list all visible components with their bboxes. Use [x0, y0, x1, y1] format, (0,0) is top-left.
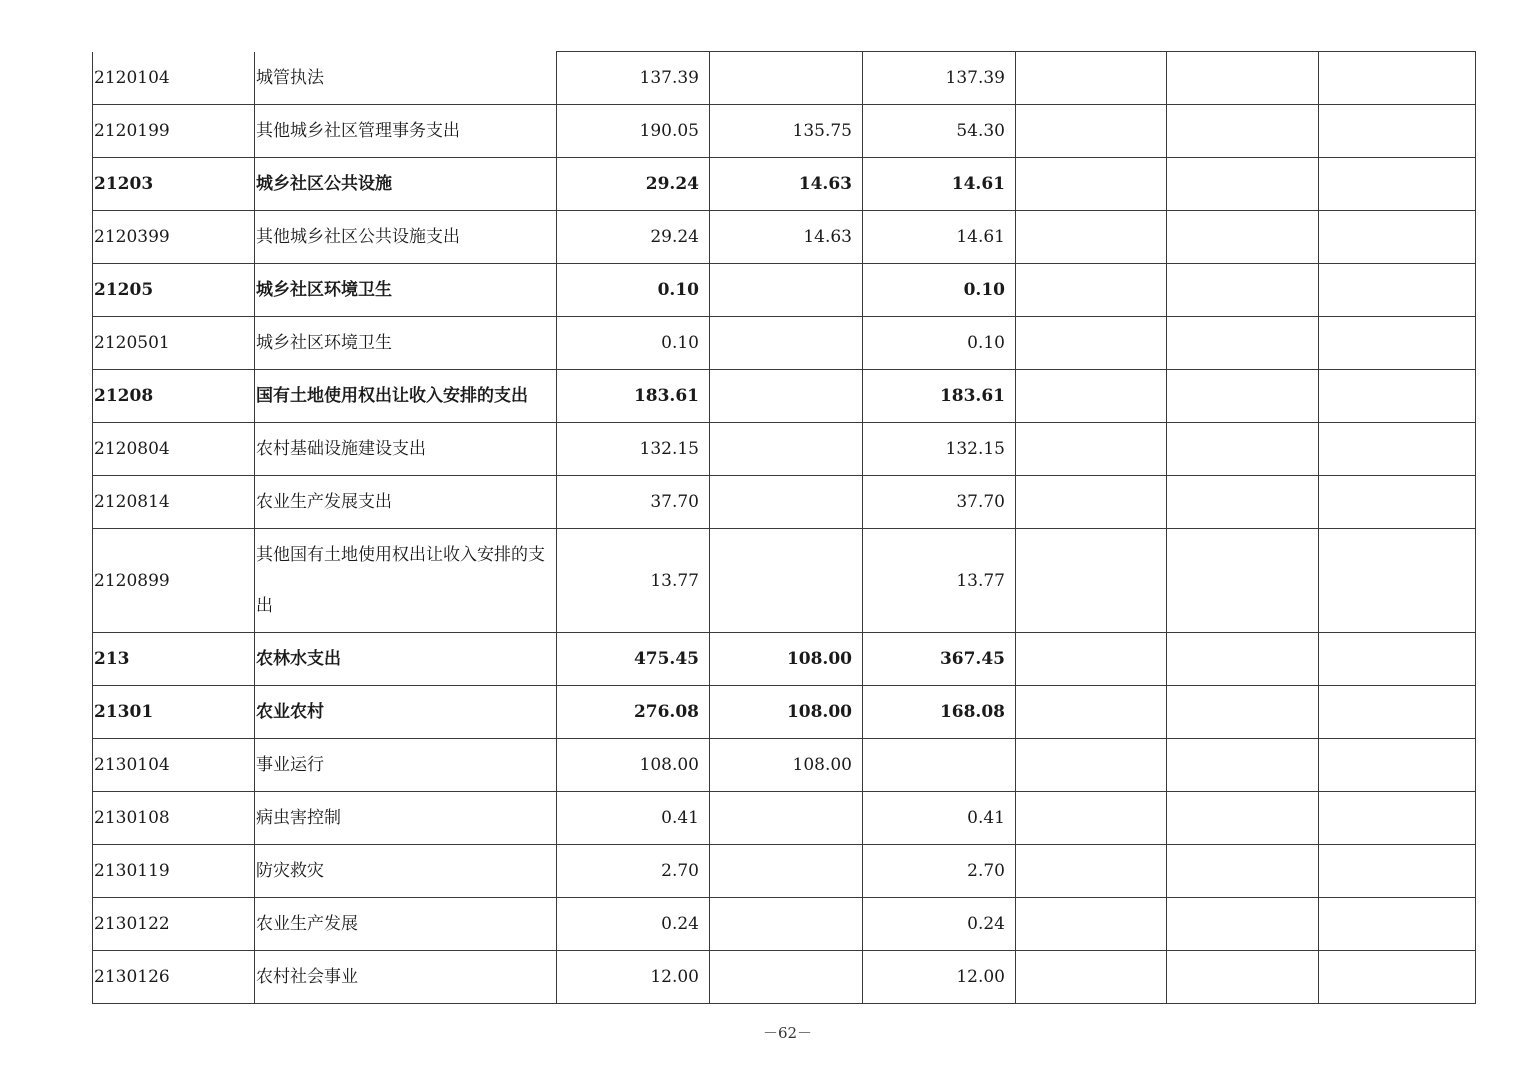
- code-cell: 21208: [93, 370, 255, 423]
- column-6-cell: [1016, 845, 1167, 898]
- name-cell: 国有土地使用权出让收入安排的支出: [255, 370, 557, 423]
- column-6-cell: [1016, 105, 1167, 158]
- project-expenditure-cell: 0.24: [863, 898, 1016, 951]
- column-8-cell: [1319, 317, 1476, 370]
- name-cell: 城管执法: [255, 52, 557, 105]
- table-row: [93, 739, 1476, 792]
- table-row: [93, 423, 1476, 476]
- column-6-cell: [1016, 423, 1167, 476]
- column-7-cell: [1167, 211, 1319, 264]
- name-cell: 农村基础设施建设支出: [255, 423, 557, 476]
- column-7-cell: [1167, 739, 1319, 792]
- column-7-cell: [1167, 476, 1319, 529]
- column-8-cell: [1319, 370, 1476, 423]
- column-7-cell: [1167, 264, 1319, 317]
- table-row: [93, 792, 1476, 845]
- total-cell: 108.00: [557, 739, 710, 792]
- total-cell: 2.70: [557, 845, 710, 898]
- column-8-cell: [1319, 158, 1476, 211]
- column-6-cell: [1016, 370, 1167, 423]
- basic-expenditure-cell: [710, 476, 863, 529]
- column-7-cell: [1167, 317, 1319, 370]
- table-row: [93, 317, 1476, 370]
- basic-expenditure-cell: 14.63: [710, 158, 863, 211]
- total-cell: 12.00: [557, 951, 710, 1004]
- table-row: [93, 264, 1476, 317]
- project-expenditure-cell: 37.70: [863, 476, 1016, 529]
- basic-expenditure-cell: 108.00: [710, 633, 863, 686]
- code-cell: 213: [93, 633, 255, 686]
- table-row: [93, 898, 1476, 951]
- name-cell: 其他城乡社区公共设施支出: [255, 211, 557, 264]
- column-7-cell: [1167, 105, 1319, 158]
- code-cell: 2120899: [93, 529, 255, 633]
- table-row: [93, 845, 1476, 898]
- column-8-cell: [1319, 211, 1476, 264]
- project-expenditure-cell: 367.45: [863, 633, 1016, 686]
- project-expenditure-cell: 12.00: [863, 951, 1016, 1004]
- column-7-cell: [1167, 951, 1319, 1004]
- code-cell: 2130119: [93, 845, 255, 898]
- name-cell: 农业农村: [255, 686, 557, 739]
- name-cell: 其他国有土地使用权出让收入安排的支出: [255, 529, 557, 633]
- total-cell: 13.77: [557, 529, 710, 633]
- total-cell: 0.10: [557, 317, 710, 370]
- total-cell: 0.10: [557, 264, 710, 317]
- basic-expenditure-cell: [710, 792, 863, 845]
- basic-expenditure-cell: [710, 898, 863, 951]
- project-expenditure-cell: 137.39: [863, 52, 1016, 105]
- column-8-cell: [1319, 845, 1476, 898]
- code-cell: 2120501: [93, 317, 255, 370]
- table-row: [93, 370, 1476, 423]
- column-7-cell: [1167, 898, 1319, 951]
- column-7-cell: [1167, 370, 1319, 423]
- table-row: [93, 951, 1476, 1004]
- column-6-cell: [1016, 739, 1167, 792]
- code-cell: 2130126: [93, 951, 255, 1004]
- total-cell: 276.08: [557, 686, 710, 739]
- column-7-cell: [1167, 845, 1319, 898]
- table-row: [93, 686, 1476, 739]
- name-cell: 城乡社区环境卫生: [255, 264, 557, 317]
- basic-expenditure-cell: [710, 423, 863, 476]
- code-cell: 2120104: [93, 52, 255, 105]
- table-row: [93, 105, 1476, 158]
- total-cell: 29.24: [557, 211, 710, 264]
- column-8-cell: [1319, 105, 1476, 158]
- column-6-cell: [1016, 476, 1167, 529]
- project-expenditure-cell: 0.10: [863, 317, 1016, 370]
- project-expenditure-cell: 54.30: [863, 105, 1016, 158]
- project-expenditure-cell: 14.61: [863, 158, 1016, 211]
- column-6-cell: [1016, 686, 1167, 739]
- column-7-cell: [1167, 529, 1319, 633]
- table-body: [93, 52, 1476, 1004]
- total-cell: 0.24: [557, 898, 710, 951]
- basic-expenditure-cell: [710, 951, 863, 1004]
- page-number: －62－: [762, 1024, 813, 1042]
- column-6-cell: [1016, 633, 1167, 686]
- column-7-cell: [1167, 686, 1319, 739]
- project-expenditure-cell: 0.10: [863, 264, 1016, 317]
- column-7-cell: [1167, 158, 1319, 211]
- column-8-cell: [1319, 792, 1476, 845]
- column-6-cell: [1016, 158, 1167, 211]
- basic-expenditure-cell: [710, 317, 863, 370]
- project-expenditure-cell: 168.08: [863, 686, 1016, 739]
- column-8-cell: [1319, 529, 1476, 633]
- column-7-cell: [1167, 52, 1319, 105]
- name-cell: 防灾救灾: [255, 845, 557, 898]
- name-cell: 病虫害控制: [255, 792, 557, 845]
- column-8-cell: [1319, 423, 1476, 476]
- column-8-cell: [1319, 633, 1476, 686]
- column-7-cell: [1167, 423, 1319, 476]
- code-cell: 2130104: [93, 739, 255, 792]
- total-cell: 137.39: [557, 52, 710, 105]
- total-cell: 183.61: [557, 370, 710, 423]
- column-8-cell: [1319, 898, 1476, 951]
- column-8-cell: [1319, 264, 1476, 317]
- total-cell: 29.24: [557, 158, 710, 211]
- basic-expenditure-cell: 108.00: [710, 686, 863, 739]
- column-8-cell: [1319, 52, 1476, 105]
- basic-expenditure-cell: [710, 264, 863, 317]
- name-cell: 城乡社区公共设施: [255, 158, 557, 211]
- column-8-cell: [1319, 686, 1476, 739]
- basic-expenditure-cell: [710, 370, 863, 423]
- column-6-cell: [1016, 52, 1167, 105]
- name-cell: 农林水支出: [255, 633, 557, 686]
- code-cell: 21203: [93, 158, 255, 211]
- code-cell: 2120399: [93, 211, 255, 264]
- total-cell: 475.45: [557, 633, 710, 686]
- basic-expenditure-cell: 108.00: [710, 739, 863, 792]
- column-6-cell: [1016, 529, 1167, 633]
- project-expenditure-cell: 132.15: [863, 423, 1016, 476]
- basic-expenditure-cell: 135.75: [710, 105, 863, 158]
- column-8-cell: [1319, 739, 1476, 792]
- name-cell: 事业运行: [255, 739, 557, 792]
- column-6-cell: [1016, 792, 1167, 845]
- column-7-cell: [1167, 633, 1319, 686]
- code-cell: 21205: [93, 264, 255, 317]
- total-cell: 190.05: [557, 105, 710, 158]
- project-expenditure-cell: 0.41: [863, 792, 1016, 845]
- table-row: [93, 52, 1476, 105]
- code-cell: 2130122: [93, 898, 255, 951]
- project-expenditure-cell: 183.61: [863, 370, 1016, 423]
- column-6-cell: [1016, 951, 1167, 1004]
- column-8-cell: [1319, 476, 1476, 529]
- column-6-cell: [1016, 211, 1167, 264]
- name-cell: 农业生产发展支出: [255, 476, 557, 529]
- code-cell: 21301: [93, 686, 255, 739]
- name-cell: 农业生产发展: [255, 898, 557, 951]
- total-cell: 37.70: [557, 476, 710, 529]
- column-7-cell: [1167, 792, 1319, 845]
- name-cell: 其他城乡社区管理事务支出: [255, 105, 557, 158]
- table-row: [93, 158, 1476, 211]
- table-row: [93, 633, 1476, 686]
- basic-expenditure-cell: 14.63: [710, 211, 863, 264]
- basic-expenditure-cell: [710, 529, 863, 633]
- project-expenditure-cell: 2.70: [863, 845, 1016, 898]
- total-cell: 132.15: [557, 423, 710, 476]
- name-cell: 城乡社区环境卫生: [255, 317, 557, 370]
- column-6-cell: [1016, 317, 1167, 370]
- budget-expenditure-table: [92, 51, 1476, 1004]
- code-cell: 2120814: [93, 476, 255, 529]
- name-cell: 农村社会事业: [255, 951, 557, 1004]
- project-expenditure-cell: 13.77: [863, 529, 1016, 633]
- table-row: [93, 476, 1476, 529]
- code-cell: 2130108: [93, 792, 255, 845]
- basic-expenditure-cell: [710, 845, 863, 898]
- code-cell: 2120804: [93, 423, 255, 476]
- table-row: [93, 529, 1476, 633]
- total-cell: 0.41: [557, 792, 710, 845]
- project-expenditure-cell: 14.61: [863, 211, 1016, 264]
- project-expenditure-cell: [863, 739, 1016, 792]
- table-row: [93, 211, 1476, 264]
- code-cell: 2120199: [93, 105, 255, 158]
- column-8-cell: [1319, 951, 1476, 1004]
- column-6-cell: [1016, 264, 1167, 317]
- column-6-cell: [1016, 898, 1167, 951]
- basic-expenditure-cell: [710, 52, 863, 105]
